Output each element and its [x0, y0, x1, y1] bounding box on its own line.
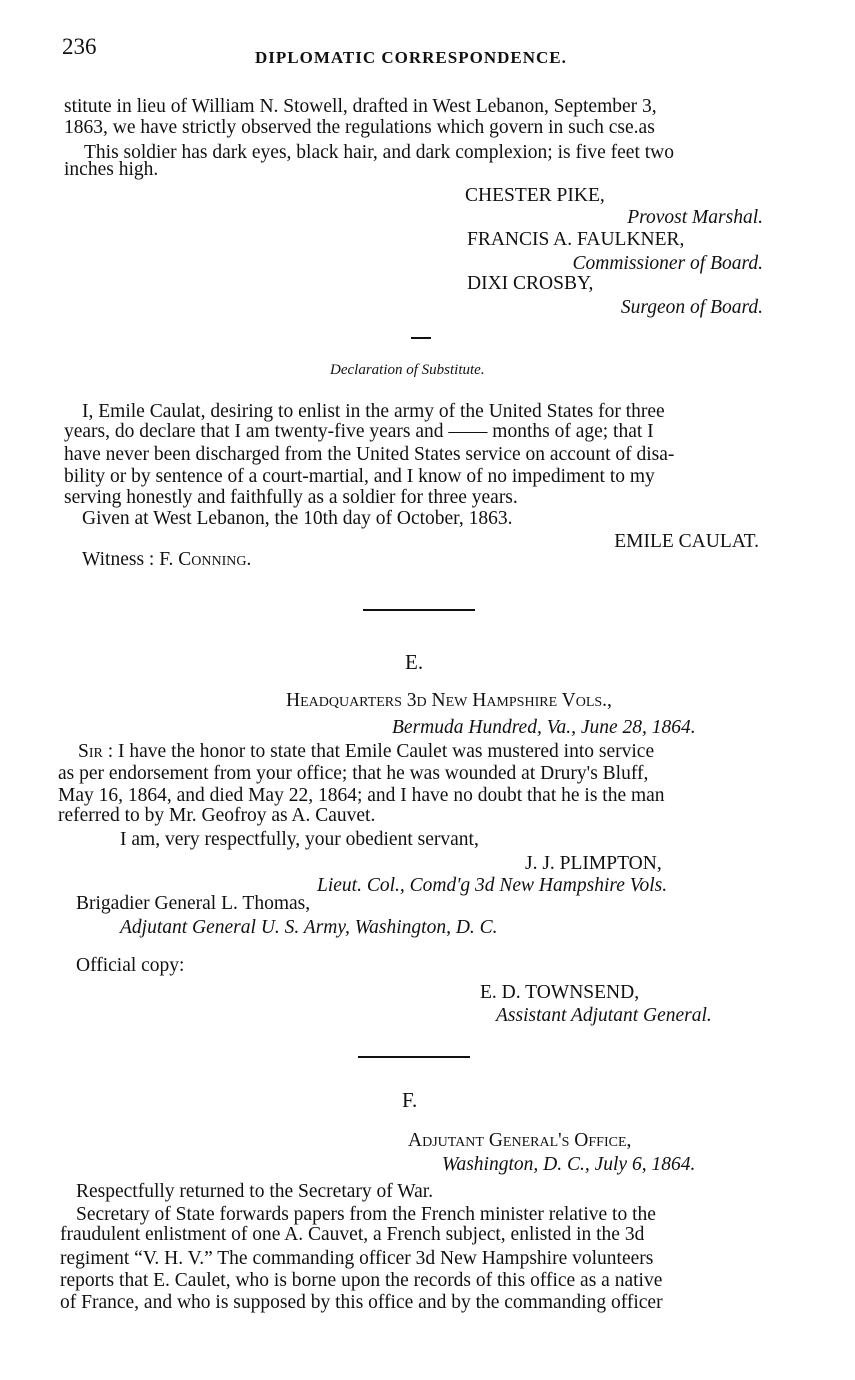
signature-name: CHESTER PIKE, [465, 185, 605, 206]
text-line: bility or by sentence of a court-martial, and I know of no impediment to my [64, 466, 655, 487]
text-line: I, Emile Caulat, desiring to enlist in the army of the United States for three [82, 401, 665, 422]
headquarters-line: Headquarters 3d New Hampshire Vols., [286, 690, 612, 711]
text-line: have never been discharged from the United States service on account of disa- [64, 444, 675, 465]
section-divider [358, 1056, 470, 1058]
place-date: Washington, D. C., July 6, 1864. [442, 1154, 696, 1175]
signature-title: Lieut. Col., Comd'g 3d New Hampshire Vols. [317, 875, 668, 896]
signature-title: Provost Marshal. [627, 207, 763, 228]
text-line: inches high. [64, 159, 159, 180]
signature-name: EMILE CAULAT. [614, 531, 759, 552]
text-line: reports that E. Caulet, who is borne upon the records of this office as a native [60, 1270, 663, 1291]
signature-title: Assistant Adjutant General. [496, 1005, 712, 1026]
signature-name: DIXI CROSBY, [467, 273, 594, 294]
witness-line [82, 549, 251, 570]
text-line: stitute in lieu of William N. Stowell, drafted in West Lebanon, September 3, [64, 96, 657, 117]
closing-line: I am, very respectfully, your obedient servant, [120, 829, 479, 850]
declaration-heading: Declaration of Substitute. [330, 362, 485, 378]
addressee: Brigadier General L. Thomas, [76, 893, 311, 914]
addressee-title: Adjutant General U. S. Army, Washington, D. C. [120, 917, 498, 938]
text-line: serving honestly and faithfully as a soldier for three years. [64, 487, 518, 508]
witness-label: Witness : [82, 549, 155, 570]
signature-name: J. J. PLIMPTON, [525, 853, 662, 874]
text-line: May 16, 1864, and died May 22, 1864; and I have no doubt that he is the man [58, 785, 665, 806]
short-divider [411, 337, 431, 339]
text-line: referred to by Mr. Geofroy as A. Cauvet. [58, 805, 376, 826]
text-line: as per endorsement from your office; that he was wounded at Drury's Bluff, [58, 763, 649, 784]
section-letter: F. [402, 1088, 418, 1112]
salutation: Sir : [78, 741, 114, 762]
text-line: 1863, we have strictly observed the regulations which govern in such cse.as [64, 117, 655, 138]
text-line-content: I have the honor to state that Emile Caulet was mustered into service [118, 741, 655, 762]
text-line: Given at West Lebanon, the 10th day of October, 1863. [82, 508, 513, 529]
running-title: DIPLOMATIC CORRESPONDENCE. [255, 48, 567, 67]
office-line: Adjutant General's Office, [408, 1130, 632, 1151]
text-line: of France, and who is supposed by this office and by the commanding officer [60, 1292, 663, 1313]
text-line: fraudulent enlistment of one A. Cauvet, a French subject, enlisted in the 3d [60, 1224, 645, 1245]
text-line: This soldier has dark eyes, black hair, and dark complexion; is five feet two [84, 142, 674, 163]
signature-name: FRANCIS A. FAULKNER, [467, 229, 685, 250]
text-line: years, do declare that I am twenty-five years and —— months of age; that I [64, 421, 654, 442]
section-letter: E. [405, 650, 424, 674]
page-number: 236 [62, 34, 97, 59]
text-line: Respectfully returned to the Secretary of War. [76, 1181, 434, 1202]
signature-title: Surgeon of Board. [620, 297, 763, 318]
text-line: Secretary of State forwards papers from the French minister relative to the [76, 1204, 656, 1225]
signature-name: E. D. TOWNSEND, [480, 982, 640, 1003]
official-copy-label: Official copy: [76, 955, 185, 976]
witness-name: F. Conning. [159, 549, 252, 570]
section-divider [363, 609, 475, 611]
place-date: Bermuda Hundred, Va., June 28, 1864. [392, 717, 696, 738]
signature-title: Commissioner of Board. [572, 253, 763, 274]
text-line: regiment “V. H. V.” The commanding officer 3d New Hampshire volunteers [60, 1248, 654, 1269]
text-line [78, 741, 654, 762]
